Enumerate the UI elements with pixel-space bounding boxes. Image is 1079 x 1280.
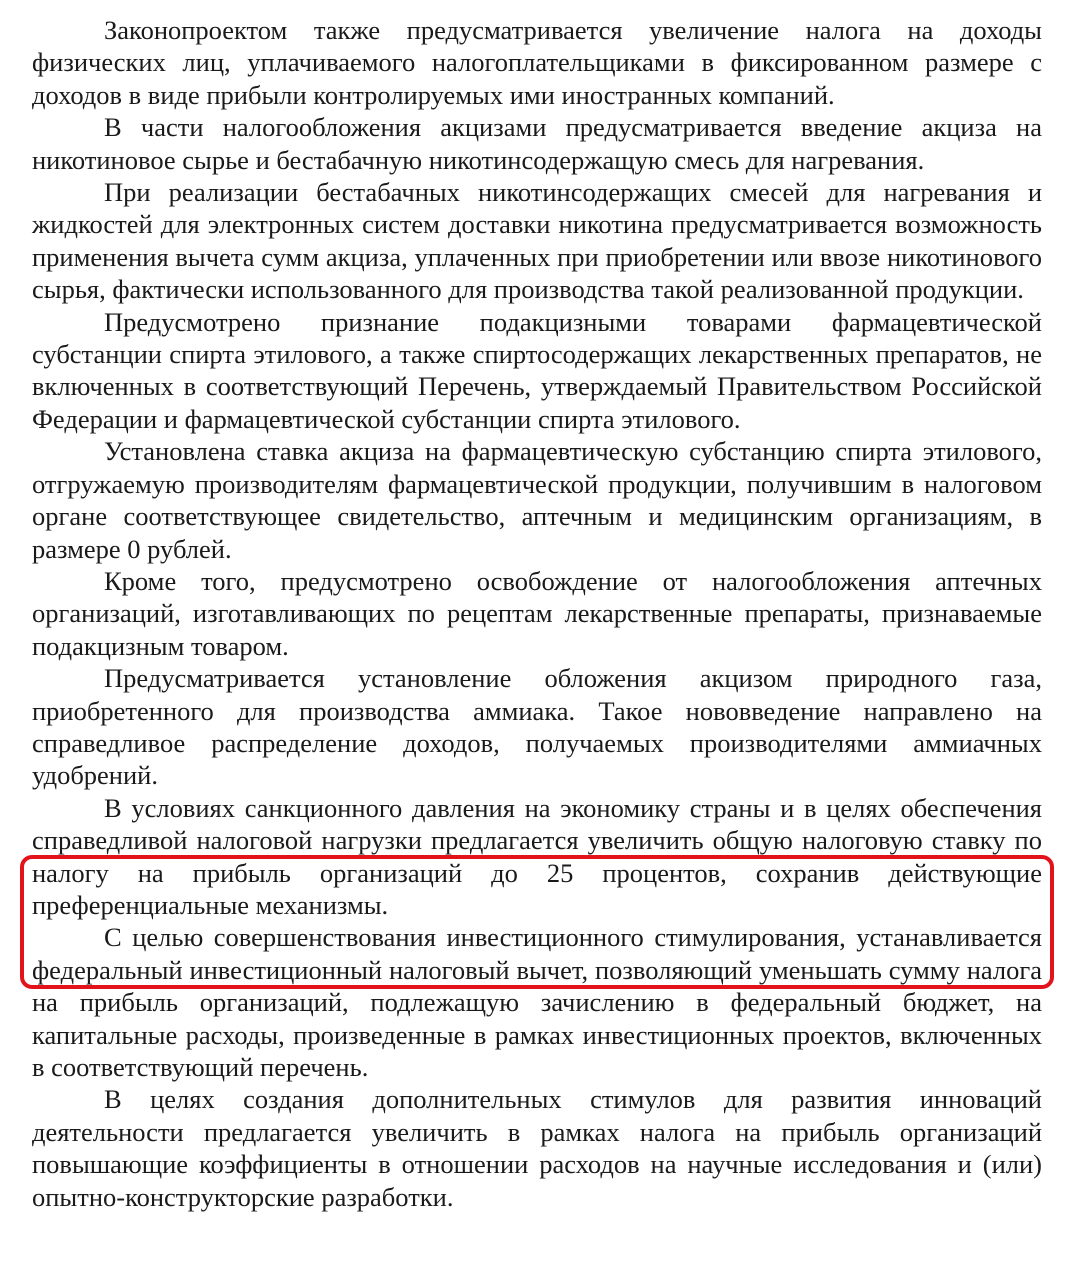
- paragraph-innovation-coefficients: В целях создания дополнительных стимулов для развития инноваций деятельности предлагается увеличить в рамках налога на прибыль организаций повышающие коэффициенты в отношении расходов на научные исследования и (или) опытно-конструкторские разработки.: [32, 1084, 1042, 1212]
- document-body: [32, 14, 1042, 1213]
- paragraph-pharmacy-exemption: Кроме того, предусмотрено освобождение от налогообложения аптечных организаций, изготавливающих по рецептам лекарственные препараты, признаваемые подакцизным товаром.: [32, 565, 1042, 661]
- paragraph-profit-tax-rate: В условиях санкционного давления на экономику страны и в целях обеспечения справедливой налоговой нагрузки предлагается увеличить общую налоговую ставку по налогу на прибыль организаций до 25 процентов, сохранив действующие преференциальные механизмы.: [32, 792, 1042, 920]
- paragraph-ndfl-cfc: Законопроектом также предусматривается увеличение налога на доходы физических лиц, уплачиваемого налогоплательщиками в фиксированном размере с доходов в виде прибыли контролируемых ими иностранных компаний.: [32, 15, 1042, 110]
- paragraph-excise-deduction: При реализации бестабачных никотинсодержащих смесей для нагревания и жидкостей для электронных систем доставки никотина предусматривается возможность применения вычета сумм акциза, уплаченных при приобретении или ввозе никотинового сырья, фактически использованного для производства такой реализованной продукции.: [32, 177, 1042, 305]
- paragraph-excise-nicotine: В части налогообложения акцизами предусматривается введение акциза на никотиновое сырье и бестабачную никотинсодержащую смесь для нагревания.: [32, 112, 1042, 175]
- paragraph-pharma-substance: Предусмотрено признание подакцизными товарами фармацевтической субстанции спирта этилового, а также спиртосодержащих лекарственных препаратов, не включенных в соответствующий Перечень, утверждаемый Правительством Российской Федерации и фармацевтической субстанции спирта этилового.: [32, 306, 1042, 434]
- paragraph-investment-deduction: С целью совершенствования инвестиционного стимулирования, устанавливается федеральный инвестиционный налоговый вычет, позволяющий уменьшать сумму налога на прибыль организаций, подлежащую зачислению в федеральный бюджет, на капитальные расходы, произведенные в рамках инвестиционных проектов, включенных в соответствующий перечень.: [32, 922, 1042, 1082]
- paragraph-zero-rate: Установлена ставка акциза на фармацевтическую субстанцию спирта этилового, отгружаемую производителям фармацевтической продукции, получившим в налоговом органе соответствующее свидетельство, аптечным и медицинским организациям, в размере 0 рублей.: [32, 436, 1042, 564]
- paragraph-natural-gas-excise: Предусматривается установление обложения акцизом природного газа, приобретенного для производства аммиака. Такое нововведение направлено на справедливое распределение доходов, получаемых производителями аммиачных удобрений.: [32, 663, 1042, 791]
